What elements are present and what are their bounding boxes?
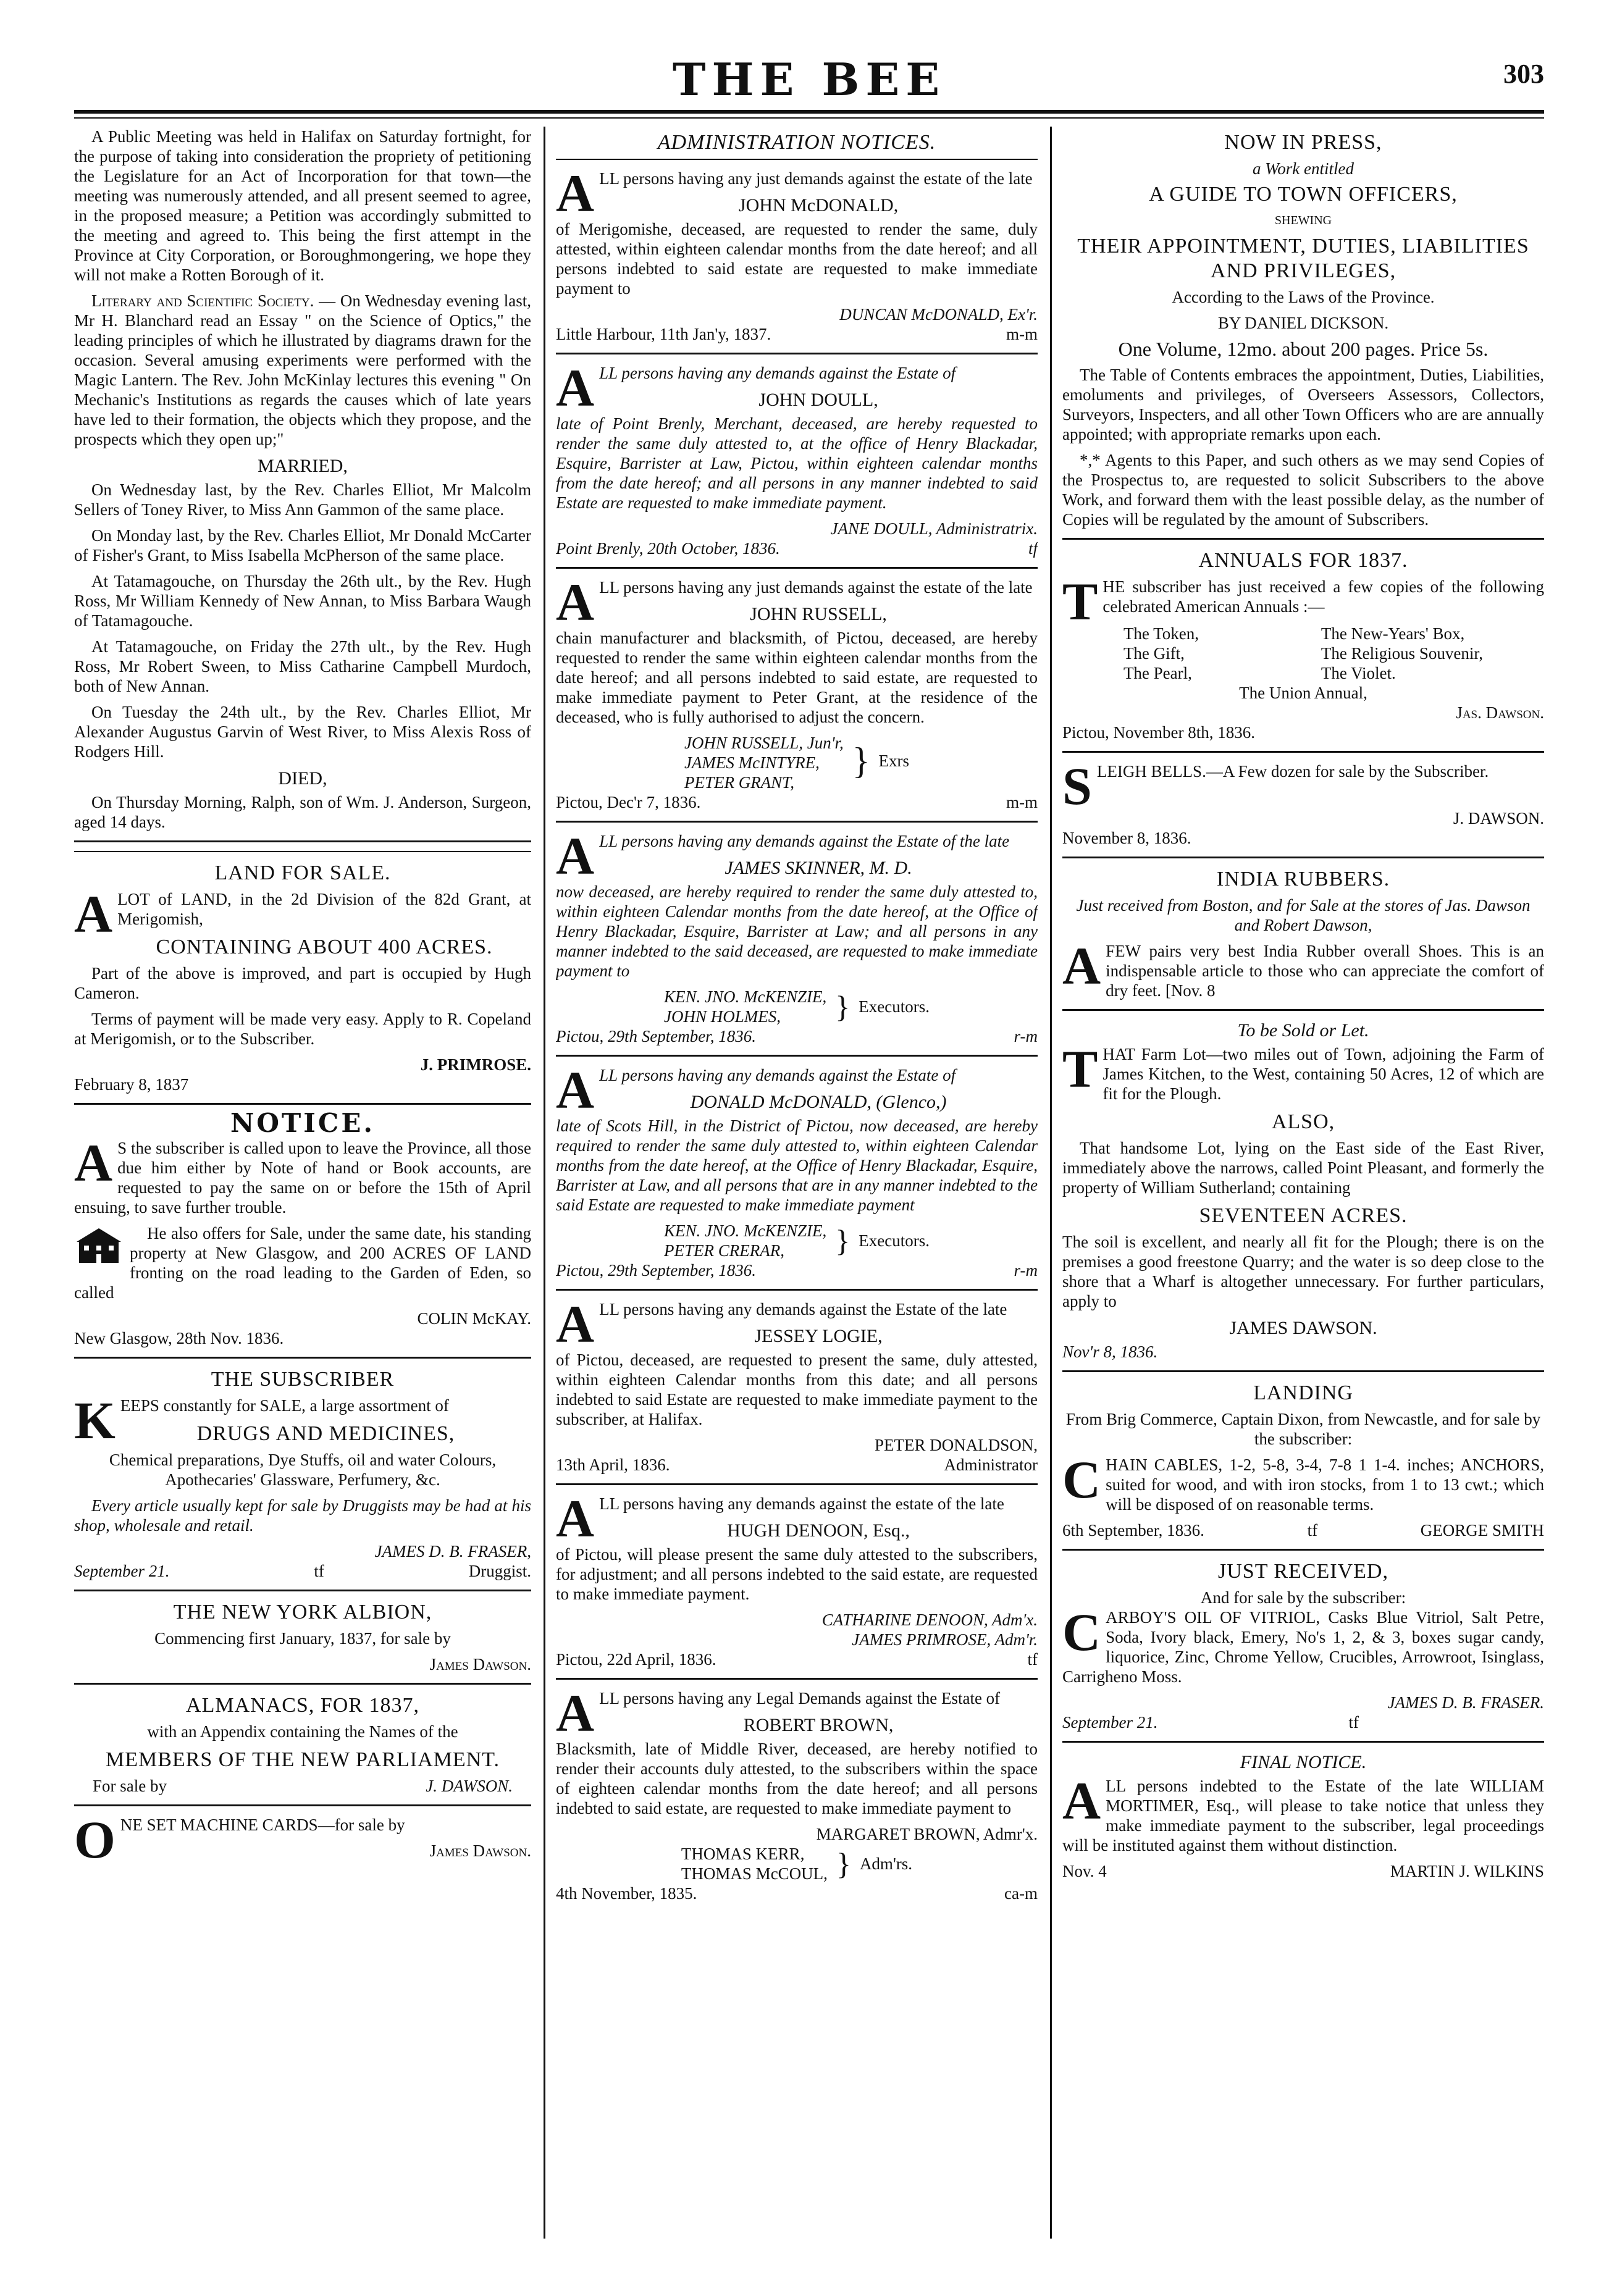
cards-body: ONE SET MACHINE CARDS—for sale by	[74, 1810, 405, 1869]
page-number: 303	[1503, 59, 1544, 89]
divider	[1062, 857, 1544, 858]
married-item: On Wednesday last, by the Rev. Charles Elliot, Mr Malcolm Sellers of Toney River, to Miss Ann Gammon of the same place.	[74, 480, 531, 519]
ad-now-in-press: NOW IN PRESS, a Work entitled A GUIDE TO TOWN OFFICERS, SHEWING THEIR APPOINTMENT, DUTIES, LIABILITIES AND PRIVILEGES, According to the Laws of the Province. BY DANIEL DICKSON. One Volume, 12mo. about 200 pages. Price 5s. The Table of Contents embraces the appointment, Duties, Liabilities, emoluments and privileges, of Overseers Assessors, Collectors, Surveyors, Inspecters, and all other Town Officers who are are annually appointed; with appropriate remarks upon each. *,* Agents to this Paper, and such others as we may send Copies of the Prospectus to, are requested to solicit Subscribers to the above Work, and forward them with the least possible delay, as the number of Copies will be regulated by the amount of Subscribers.	[1062, 131, 1544, 529]
land-signature: J. PRIMROSE.	[420, 1055, 531, 1074]
divider	[556, 1678, 1038, 1680]
subscriber-heading: THE SUBSCRIBER	[211, 1368, 395, 1391]
column-3	[1062, 127, 1544, 2239]
ad-final-notice: FINAL NOTICE. ALL persons indebted to the Estate of the late WILLIAM MORTIMER, Esq., will please to take notice that unless they make immediate payment to the subscriber, legal proceedings will be instituted against them without distinction. Nov. 4 MARTIN J. WILKINS	[1062, 1752, 1544, 1880]
column-1	[74, 127, 531, 2239]
married-heading: MARRIED,	[258, 456, 348, 476]
notice-brown: ALL persons having any Legal Demands against the Estate of ROBERT BROWN, Blacksmith, late of Middle River, deceased, are hereby notified to render their accounts duly attested, to the subscribers within the space of eighteen calendar months from the date hereof; and all persons indebted to said estate, are requested to make immediate payment to MARGARET BROWN, Admr'x. THOMAS KERR, THOMAS McCOUL, } Adm'rs. 4th November, 1835. ca-m	[556, 1683, 1038, 1903]
died-item: On Thursday Morning, Ralph, son of Wm. J. Anderson, Surgeon, aged 14 days.	[74, 793, 531, 831]
married-item: On Tuesday the 24th ult., by the Rev. Charles Elliot, Mr Alexander Augustus Garvin of West River, to Miss Alexis Ross of Rodgers Hill.	[74, 703, 531, 761]
died-heading: DIED,	[278, 768, 327, 789]
land-acres: CONTAINING ABOUT 400 ACRES.	[156, 936, 493, 958]
land-heading: LAND FOR SALE.	[214, 861, 391, 884]
subscriber-body: KEEPS constantly for SALE, a large assortment of	[74, 1391, 449, 1450]
notice-skinner: ALL persons having any demands against the Estate of the late JAMES SKINNER, M. D. now deceased, are hereby required to render the same duly attested to, within eighteen Calendar months from the date hereof, at the Office of Henry Blackadar, Esquire, Barrister at Law; and all persons in any manner indebted to the said deceased, are requested to make immediate payment to KEN. JNO. McKENZIE, JOHN HOLMES, } Executors. Pictou, 29th September, 1836. r-m	[556, 826, 1038, 1045]
subscriber-signature: JAMES D. B. FRASER,	[374, 1542, 531, 1561]
ad-sleigh-bells: SLEIGH BELLS.—A Few dozen for sale by the Subscriber. J. DAWSON. November 8, 1836.	[1062, 756, 1544, 847]
albion-signature: James Dawson.	[429, 1655, 531, 1674]
land-body: ALOT of LAND, in the 2d Division of the 82d Grant, at Merigomish,	[74, 884, 531, 944]
divider	[74, 1590, 531, 1591]
divider	[556, 567, 1038, 569]
literary-lead: Literary and Scientific Society.	[91, 291, 314, 310]
column-divider	[544, 127, 545, 2239]
notice-mcdonald: ALL persons having any just demands against the estate of the late JOHN McDONALD, of Merigomishe, deceased, are requested to render the same, duly attested, within eighteen calendar months from the date hereof; and all persons indebted to said estate are requested to make immediate payment to DUNCAN McDONALD, Ex'r. Little Harbour, 11th Jan'y, 1837. m-m	[556, 164, 1038, 343]
divider	[74, 1357, 531, 1359]
divider	[556, 821, 1038, 823]
subscriber-dateline: September 21. tf Druggist.	[74, 1562, 531, 1580]
almanacs-sale-line: For sale by J. DAWSON.	[93, 1777, 513, 1795]
column-divider	[1050, 127, 1052, 2239]
divider	[1062, 1370, 1544, 1372]
almanacs-body: with an Appendix containing the Names of the	[147, 1722, 458, 1741]
cards-signature: James Dawson.	[429, 1841, 531, 1860]
administration-heading: ADMINISTRATION NOTICES.	[657, 131, 936, 154]
married-item: At Tatamagouche, on Thursday the 26th ult., by the Rev. Hugh Ross, Mr William Kennedy of New Annan, to Miss Barbara Waugh of Tatamagouche.	[74, 572, 531, 630]
article-literary-society	[74, 291, 531, 449]
divider	[1062, 538, 1544, 540]
land-terms: Terms of payment will be made very easy. Apply to R. Copeland at Merigomish, or to the Subscriber.	[74, 1010, 531, 1048]
notice-body-2: He also offers for Sale, under the same date, his standing property at New Glasgow, and 200 ACRES OF LAND fronting on the road leading to the Garden of Eden, so called	[74, 1224, 531, 1302]
married-item: On Monday last, by the Rev. Charles Elliot, Mr Donald McCarter of Fisher's Grant, to Miss Isabella McPherson of the same place.	[74, 526, 531, 564]
notice-russell: ALL persons having any just demands against the estate of the late JOHN RUSSELL, chain manufacturer and blacksmith, of Pictou, deceased, are hereby requested to render the same within eighteen calendar months from the date hereof; and all persons indebted to said estate, are requested to make immediate payment to Peter Grant, at the residence of the deceased, who is fully authorised to adjust the concern. JOHN RUSSELL, Jun'r, JAMES McINTYRE, PETER GRANT, } Exrs Pictou, Dec'r 7, 1836. m-m	[556, 572, 1038, 811]
divider	[1062, 1009, 1544, 1011]
divider	[556, 353, 1038, 354]
notice-body: A S the subscriber is called upon to leave the Province, all those due him either by Note of hand or Book accounts, are requested to pay the same on or before the 15th of April ensuing, to save further trouble.	[74, 1133, 531, 1217]
divider	[1062, 1549, 1544, 1551]
house-icon	[74, 1226, 124, 1264]
albion-heading: THE NEW YORK ALBION,	[173, 1601, 432, 1624]
ad-annuals: ANNUALS FOR 1837. THE subscriber has just received a few copies of the following celebrated American Annuals :— The Token, The Gift, The Pearl, The New-Years' Box, The Religious Souvenir, The Violet. The Union Annual, Jas. Dawson. Pictou, November 8th, 1836.	[1062, 549, 1544, 742]
divider	[1062, 751, 1544, 753]
ad-farm-lot: To be Sold or Let. THAT Farm Lot—two miles out of Town, adjoining the Farm of James Kitchen, to the West, containing 50 Acres, 12 of which are fit for the Plough. ALSO, That handsome Lot, lying on the East side of the East River, immediately above the narrows, called Point Pleasant, and formerly the property of William Sutherland; containing SEVENTEEN ACRES. The soil is excellent, and nearly all fit for the Plough; there is on the premises a good freestone Quarry; and the water is so deep close to the shore that a Wharf is altogether unnecessary. For further particulars, apply to JAMES DAWSON. Nov'r 8, 1836.	[1062, 1020, 1544, 1361]
almanacs-members: MEMBERS OF THE NEW PARLIAMENT.	[106, 1748, 500, 1771]
notice-donald-mcdonald: ALL persons having any demands against the Estate of DONALD McDONALD, (Glenco,) late of Scots Hill, in the District of Pictou, now deceased, are hereby required to render the same duly attested to, within eighteen Calendar months from the date hereof, at the Office of Henry Blackadar, Esquire, Barrister at Law, and all persons that are in any manner indebted to the said Estate are requested to make immediate payment KEN. JNO. McKENZIE, PETER CRERAR, } Executors. Pictou, 29th September, 1836. r-m	[556, 1060, 1038, 1280]
divider	[556, 1289, 1038, 1291]
divider	[556, 1055, 1038, 1057]
column-2	[556, 127, 1038, 2239]
albion-body: Commencing first January, 1837, for sale by	[154, 1629, 451, 1648]
divider	[74, 1683, 531, 1685]
header-rule	[74, 110, 1544, 114]
land-part: Part of the above is improved, and part is occupied by Hugh Cameron.	[74, 964, 531, 1002]
divider	[74, 1804, 531, 1806]
divider	[556, 159, 1038, 160]
divider	[556, 1483, 1038, 1485]
notice-doull: ALL persons having any demands against the Estate of JOHN DOULL, late of Point Brenly, Merchant, deceased, are hereby requested to render the same duly attested to, at the office of Henry Blackadar, Esquire, Barrister at Law, Pictou, within eighteen calendar months from the date hereof; and all persons in any manner indebted to said Estate are requested to make immediate payment. JANE DOULL, Administratrix. Point Brenly, 20th October, 1836. tf	[556, 358, 1038, 558]
ad-india-rubbers: INDIA RUBBERS. Just received from Boston, and for Sale at the stores of Jas. Dawson and Robert Dawson, AFEW pairs very best India Rubber overall Shoes. This is an indispensable article to those who can appreciate the comfort of dry feet. [Nov. 8	[1062, 868, 1544, 1000]
drugs-heading: DRUGS AND MEDICINES,	[196, 1422, 455, 1445]
article-public-meeting: A Public Meeting was held in Halifax on Saturday fortnight, for the purpose of taking into consideration the propriety of petitioning the Legislature for an Act of Incorporation for that town—the meeting was numerously attended, and all present seemed to agree, in the proposed measure; a Petition was accordingly submitted to the meeting and agreed to. This being the first attempt in the Province at City Corporation, or Boroughmongering, we hope they will not make a Rotten Borough of it.	[74, 127, 531, 284]
almanacs-heading: ALMANACS, FOR 1837,	[186, 1694, 419, 1717]
literary-body: — On Wednesday evening last, Mr H. Blanchard read an Essay " on the Science of Optics," the leading principles of which he illustrated by diagrams drawn for the occasion. Several amusing experiments were performed with the Magic Lantern. The Rev. John McKinlay lectures this evening " On Mechanic's Institutions as regards the causes which of late years have led to their formation, the objects which they propose, and the prospects which they open up;"	[74, 291, 531, 448]
notice-date: New Glasgow, 28th Nov. 1836.	[74, 1329, 284, 1347]
divider	[1062, 1741, 1544, 1743]
land-date: February 8, 1837	[74, 1075, 189, 1094]
notice-logie: ALL persons having any demands against the Estate of the late JESSEY LOGIE, of Pictou, deceased, are requested to present the same, duly attested, within eighteen Calendar months from this date; and all persons indebted to said Estate are requested to make immediate payment to the subscriber, at Halifax. PETER DONALDSON, 13th April, 1836. Administrator	[556, 1294, 1038, 1474]
notice-heading: NOTICE.	[230, 1108, 375, 1138]
notice-denoon: ALL persons having any demands against the estate of the late HUGH DENOON, Esq., of Pictou, will please present the same duly attested to the subscribers, for adjustment; and all persons indebted to the said estate, are requested to make immediate payment. CATHARINE DENOON, Adm'x. JAMES PRIMROSE, Adm'r. Pictou, 22d April, 1836. tf	[556, 1489, 1038, 1669]
notice-signature: COLIN McKAY.	[417, 1309, 531, 1328]
header-rule-thin	[74, 117, 1544, 119]
married-item: At Tatamagouche, on Friday the 27th ult., by the Rev. Hugh Ross, Mr Robert Sween, to Miss Catharine Campbell Murdoch, both of New Annan.	[74, 637, 531, 695]
subscriber-every: Every article usually kept for sale by Druggists may be had at his shop, wholesale and retail.	[74, 1496, 531, 1535]
divider	[74, 1103, 531, 1105]
ad-just-received: JUST RECEIVED, And for sale by the subscriber: CARBOY'S OIL OF VITRIOL, Casks Blue Vitriol, Salt Petre, Soda, Ivory black, Emery, No's 1, 2, & 3, boxes sugar candy, liquorice, Zinc, Chrome Yellow, Crucibles, Arrowroot, Isinglass, Carrigheno Moss. JAMES D. B. FRASER. September 21. tf	[1062, 1560, 1544, 1732]
divider	[74, 851, 531, 852]
subscriber-items: Chemical preparations, Dye Stuffs, oil and water Colours, Apothecaries' Glassware, Perfumery, &c.	[109, 1451, 497, 1489]
ad-landing: LANDING From Brig Commerce, Captain Dixon, from Newcastle, and for sale by the subscriber: CHAIN CABLES, 1-2, 5-8, 3-4, 7-8 1 1-4. inches; ANCHORS, suited for wood, and with iron stocks, from 1 to 13 cwt.; which will be disposed of on reasonable terms. 6th September, 1836. tf GEORGE SMITH	[1062, 1381, 1544, 1540]
newspaper-title: THE BEE	[672, 53, 946, 106]
divider	[74, 840, 531, 842]
